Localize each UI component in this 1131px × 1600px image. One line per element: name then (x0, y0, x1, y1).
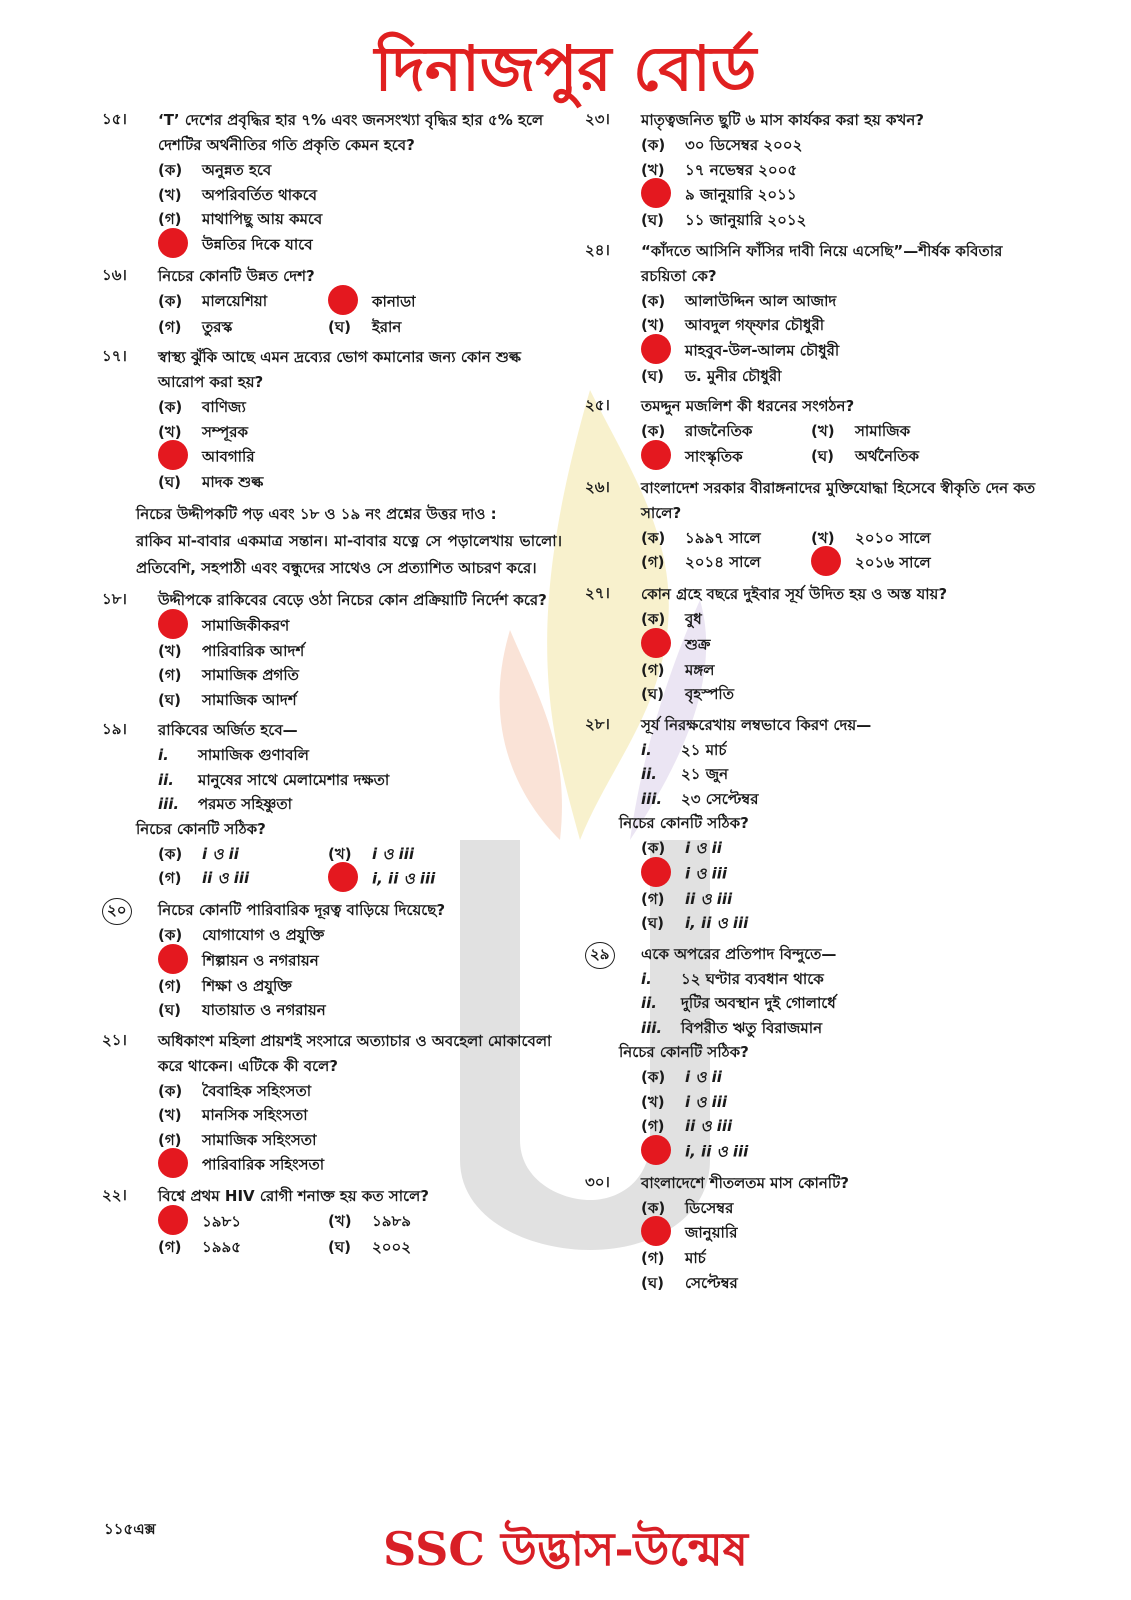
option-a: (ক) i ও ii (158, 844, 239, 863)
answer-mark-dot (811, 546, 841, 576)
option-b: (খ) পারিবারিক আদর্শ (158, 641, 305, 660)
option-c-marked: সাংস্কৃতিক (641, 444, 811, 470)
option-c: (গ) ১৯৯৫ (158, 1238, 241, 1256)
option-d-marked: পারিবারিক সহিংসতা (158, 1152, 562, 1178)
statement-iii: iii. ২৩ সেপ্টেম্বর (641, 789, 759, 808)
page-code: ১১৫এক্স (104, 1520, 156, 1538)
question-text: রাকিবের অর্জিত হবে— (158, 721, 298, 739)
question-number: ২৫। (585, 396, 610, 414)
question-text: “কাঁদতে আসিনি ফাঁসির দাবী নিয়ে এসেছি”—শীর্ষক কবিতার রচয়িতা কে? (641, 241, 1003, 285)
question-23 (575, 108, 1045, 233)
option-b: (খ) i ও iii (328, 844, 415, 863)
option-c: (গ) সামাজিক প্রগতি (158, 666, 299, 684)
option-b: (খ) ২০১০ সালে (811, 528, 931, 547)
question-20 (92, 898, 562, 1023)
option-a: (ক) ১৯৯৭ সালে (641, 528, 761, 547)
option-a-marked: ১৯৮১ (158, 1209, 328, 1235)
option-c: (গ) শিক্ষা ও প্রযুক্তি (158, 976, 292, 995)
option-d-marked: i, ii ও iii (328, 866, 435, 892)
question-text: বাংলাদেশ সরকার বীরাঙ্গনাদের মুক্তিযোদ্ধা হিসেবে স্বীকৃতি দেন কত সালে? (641, 478, 1036, 522)
question-text: নিচের কোনটি পারিবারিক দূরত্ব বাড়িয়ে দিয়েছে? (158, 901, 446, 919)
question-15 (92, 108, 562, 258)
option-b: (খ) সম্পূরক (158, 422, 249, 441)
which-correct: নিচের কোনটি সঠিক? (619, 814, 749, 832)
board-title: দিনাজপুর বোর্ড (374, 32, 757, 105)
option-a-marked: সামাজিকীকরণ (158, 613, 562, 639)
question-number: ১৬। (102, 265, 127, 284)
question-19 (92, 718, 562, 892)
option-b: (খ) i ও iii (641, 1092, 728, 1111)
option-c: (গ) মার্চ (641, 1249, 706, 1267)
question-22 (92, 1184, 562, 1260)
question-18 (92, 588, 562, 713)
option-c: (গ) ২০১৪ সালে (641, 553, 761, 571)
question-number: ২৩। (585, 110, 610, 128)
option-d: (ঘ) সামাজিক আদর্শ (158, 690, 297, 709)
option-d: (ঘ) যাতায়াত ও নগরায়ন (158, 1001, 326, 1019)
option-b-marked: i ও iii (641, 861, 1045, 887)
question-number: ২৯ (585, 942, 615, 969)
question-24 (575, 239, 1045, 389)
statement-i: i. সামাজিক গুণাবলি (158, 746, 309, 764)
option-b: (খ) ১৯৮৯ (328, 1212, 411, 1230)
statement-ii: ii. ২১ জুন (641, 765, 729, 783)
option-a: (ক) অনুন্নত হবে (158, 161, 272, 179)
answer-mark-dot (641, 178, 671, 208)
answer-mark-dot (328, 862, 358, 892)
question-17 (92, 345, 562, 495)
answer-mark-dot (328, 285, 358, 315)
which-correct: নিচের কোনটি সঠিক? (136, 819, 266, 838)
left-column (92, 108, 562, 1266)
stimulus-instruction: নিচের উদ্দীপকটি পড় এবং ১৮ ও ১৯ নং প্রশ্নের উত্তর দাও : (136, 504, 497, 523)
question-number: ২৮। (585, 714, 610, 733)
question-number: ২৬। (585, 477, 610, 496)
option-c: (গ) ii ও iii (641, 1117, 733, 1135)
question-text: বাংলাদেশে শীতলতম মাস কোনটি? (641, 1173, 849, 1192)
option-c: (গ) সামাজিক সহিংসতা (158, 1130, 317, 1149)
answer-mark-dot (641, 857, 671, 887)
question-26 (575, 476, 1045, 577)
option-a: (ক) i ও ii (641, 839, 722, 857)
answer-mark-dot (158, 1205, 188, 1235)
question-text: বিশ্বে প্রথম HIV রোগী শনাক্ত হয় কত সালে? (158, 1187, 429, 1205)
statement-i: i. ২১ মার্চ (641, 740, 727, 759)
question-text: ‘T’ দেশের প্রবৃদ্ধির হার ৭% এবং জনসংখ্যা বৃদ্ধির হার ৫% হলে দেশটির অর্থনীতির গতি প্রকৃতি কেমন হবে? (158, 111, 544, 154)
question-number: ২২। (102, 1186, 127, 1204)
option-a: (ক) আলাউদ্দিন আল আজাদ (641, 291, 837, 310)
question-29 (575, 942, 1045, 1165)
option-c: (গ) তুরস্ক (158, 317, 233, 336)
option-b: (খ) ১৭ নভেম্বর ২০০৫ (641, 160, 798, 179)
option-b: (খ) অপরিবর্তিত থাকবে (158, 185, 318, 204)
option-a: (ক) বৈবাহিক সহিংসতা (158, 1081, 312, 1100)
answer-mark-dot (158, 440, 188, 470)
option-a: (ক) ৩০ ডিসেম্বর ২০০২ (641, 136, 803, 154)
statement-iii: iii. পরমত সহিষ্ণুতা (158, 795, 292, 813)
option-c: (গ) মাথাপিছু আয় কমবে (158, 210, 323, 228)
option-c-marked: আবগারি (158, 444, 562, 470)
question-text: অধিকাংশ মহিলা প্রায়শই সংসারে অত্যাচার ও অবহেলা মোকাবেলা করে থাকেন। এটিকে কী বলে? (158, 1031, 552, 1075)
answer-mark-dot (158, 944, 188, 974)
statement-ii: ii. দুটির অবস্থান দুই গোলার্ধে (641, 994, 836, 1012)
question-text: উদ্দীপকে রাকিবের বেড়ে ওঠা নিচের কোন প্রক্রিয়াটি নির্দেশ করে? (158, 590, 547, 609)
option-d-marked: i, ii ও iii (641, 1139, 1045, 1165)
option-b-marked: কানাডা (328, 289, 416, 315)
question-27 (575, 582, 1045, 707)
footer-brand: SSC উদ্ভাস-উন্মেষ (382, 1522, 749, 1576)
option-a: (ক) যোগাযোগ ও প্রযুক্তি (158, 926, 325, 944)
question-text: একে অপরের প্রতিপাদ বিন্দুতে— (641, 944, 837, 963)
question-16 (92, 264, 562, 340)
option-c-marked: ৯ জানুয়ারি ২০১১ (641, 182, 1045, 208)
question-number: ২৪। (585, 240, 610, 259)
option-d: (ঘ) অর্থনৈতিক (811, 446, 919, 465)
option-d: (ঘ) মাদক শুল্ক (158, 473, 264, 491)
option-b: (খ) মানসিক সহিংসতা (158, 1106, 308, 1124)
question-text: নিচের কোনটি উন্নত দেশ? (158, 266, 315, 285)
question-25 (575, 394, 1045, 470)
question-21 (92, 1029, 562, 1179)
question-number: ১৫। (102, 110, 127, 128)
option-b-marked: শিল্পায়ন ও নগরায়ন (158, 948, 562, 974)
question-text: তমদ্দুন মজলিশ কী ধরনের সংগঠন? (641, 397, 855, 415)
answer-mark-dot (158, 228, 188, 258)
answer-mark-dot (641, 440, 671, 470)
question-number: ১৭। (102, 347, 127, 365)
option-a: (ক) রাজনৈতিক (641, 422, 753, 440)
option-d: (ঘ) i, ii ও iii (641, 914, 749, 932)
option-a: (ক) ডিসেম্বর (641, 1198, 734, 1217)
option-b: (খ) আবদুল গফ্ফার চৌধুরী (641, 316, 824, 334)
option-d: (ঘ) ২০০২ (328, 1238, 412, 1256)
option-d: (ঘ) ১১ জানুয়ারি ২০১২ (641, 211, 807, 229)
question-text: মাতৃত্বজনিত ছুটি ৬ মাস কার্যকর করা হয় কখন? (641, 111, 925, 129)
answer-mark-dot (641, 628, 671, 658)
question-number: ২০ (102, 898, 132, 925)
question-number: ২১। (102, 1030, 127, 1049)
question-number: ১৯। (102, 720, 127, 738)
question-30 (575, 1171, 1045, 1296)
option-a: (ক) বুধ (641, 610, 702, 628)
option-b: (খ) সামাজিক (811, 422, 911, 440)
right-column (575, 108, 1045, 1301)
answer-mark-dot (641, 1135, 671, 1165)
answer-mark-dot (641, 1216, 671, 1246)
question-text: কোন গ্রহে বছরে দুইবার সূর্য উদিত হয় ও অস্ত যায়? (641, 585, 948, 603)
option-b-marked: শুক্র (641, 632, 1045, 658)
statement-i: i. ১২ ঘণ্টার ব্যবধান থাকে (641, 969, 824, 988)
question-text: স্বাস্থ্য ঝুঁকি আছে এমন দ্রব্যের ভোগ কমানোর জন্য কোন শুল্ক আরোপ করা হয়? (158, 348, 521, 391)
answer-mark-dot (641, 334, 671, 364)
option-d: (ঘ) ইরান (328, 317, 402, 336)
stimulus-passage: রাকিব মা-বাবার একমাত্র সন্তান। মা-বাবার যত্নে সে পড়ালেখায় ভালো। প্রতিবেশি, সহপাঠী এবং বন্ধুদের সাথেও সে প্রত্যাশিত আচরণ করে। (136, 531, 562, 577)
option-d: (ঘ) বৃহস্পতি (641, 685, 734, 703)
statement-ii: ii. মানুষের সাথে মেলামেশার দক্ষতা (158, 770, 390, 789)
option-d-marked: ২০১৬ সালে (811, 550, 931, 576)
option-a: (ক) i ও ii (641, 1068, 722, 1086)
statement-iii: iii. বিপরীত ঋতু বিরাজমান (641, 1018, 823, 1037)
option-c-marked: মাহবুব-উল-আলম চৌধুরী (641, 338, 1045, 364)
question-text: সূর্য নিরক্ষরেখায় লম্বভাবে কিরণ দেয়— (641, 715, 872, 734)
option-d-marked: উন্নতির দিকে যাবে (158, 232, 562, 258)
option-c: (গ) ii ও iii (158, 869, 250, 887)
which-correct: নিচের কোনটি সঠিক? (619, 1043, 749, 1061)
question-number: ৩০। (585, 1172, 610, 1191)
question-number: ২৭। (585, 584, 610, 602)
option-c: (গ) ii ও iii (641, 889, 733, 908)
question-28 (575, 713, 1045, 936)
option-c: (গ) মঙ্গল (641, 660, 715, 679)
option-d: (ঘ) ড. মুনীর চৌধুরী (641, 366, 782, 385)
answer-mark-dot (158, 609, 188, 639)
option-a: (ক) মালয়েশিয়া (158, 291, 268, 310)
option-a: (ক) বাণিজ্য (158, 398, 246, 416)
option-d: (ঘ) সেপ্টেম্বর (641, 1273, 738, 1292)
question-number: ১৮। (102, 589, 127, 608)
option-b-marked: জানুয়ারি (641, 1220, 1045, 1246)
answer-mark-dot (158, 1148, 188, 1178)
